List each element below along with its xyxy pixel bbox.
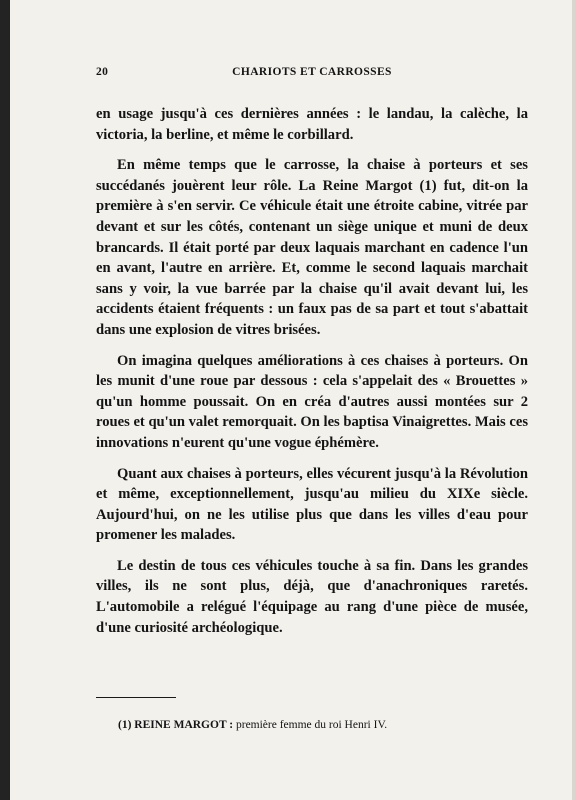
footnote: [118, 718, 518, 733]
footnote-label: (1) REINE MARGOT :: [118, 719, 234, 731]
paragraph-chaise-a-porteurs: En même temps que le carrosse, la chaise à porteurs et ses succédanés jouèrent leur rôle. La Reine Margot (1) fut, dit-on la première à s'en servir. Ce véhicule était une étroite cabine, vitrée par devant et sur les côtés, contenant un siège unique et muni de deux brancards. Il était porté par deux laquais marchant en cadence l'un en avant, l'autre en arrière. Et, comme le second laquais marchait sans y voir, la vue barrée par la chaise qu'il avait devant lui, les accidents étaient fréquents : un faux pas de sa part et tout s'abattait dans une explosion de vitres brisées.: [96, 157, 528, 338]
page-number: 20: [96, 66, 109, 78]
footnote-rule: [96, 697, 176, 698]
paragraph-revolution: Quant aux chaises à porteurs, elles vécurent jusqu'à la Révolution et même, exceptionnellement, jusqu'au milieu du XIXe siècle. Aujourd'hui, on ne les utilise plus que dans les villes d'eau pour promener les malades.: [96, 465, 528, 544]
running-head: [96, 66, 528, 82]
running-title: CHARIOTS ET CARROSSES: [232, 66, 392, 78]
page-edge-shadow: [0, 0, 10, 800]
footnote-text: première femme du roi Henri IV.: [235, 719, 388, 731]
body-text: [96, 104, 528, 648]
paragraph-destin: Le destin de tous ces véhicules touche à sa fin. Dans les grandes villes, ils ne sont plus, déjà, que d'anachroniques raretés. L'automobile a relégué l'équipage au rang d'une pièce de musée, d'une curiosité archéologique.: [96, 557, 528, 636]
paragraph-ameliorations: On imagina quelques améliorations à ces chaises à porteurs. On les munit d'une roue par dessous : cela s'appelait des « Brouettes » qu'un homme poussait. On en créa d'autres aussi montées sur 2 roues et qu'un valet remorquait. On les baptisa Vinaigrettes. Mais ces innovations n'eurent qu'une vogue éphémère.: [96, 352, 528, 451]
paragraph-continued: en usage jusqu'à ces dernières années : le landau, la calèche, la victoria, la berline, et même le corbillard.: [96, 106, 528, 143]
